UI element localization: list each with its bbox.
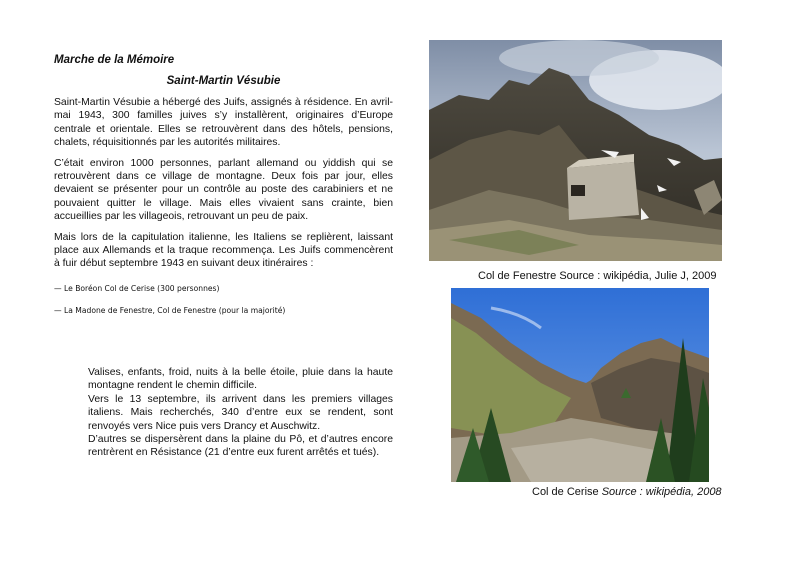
indented-paragraph-2: Vers le 13 septembre, ils arrivent dans les premiers villages italiens. Mais recherchés, 340 d’entre eux se rendent, sont renvoyés vers Nice puis vers Drancy et Auschwitz. (88, 393, 393, 432)
indented-paragraph-3: D’autres se dispersèrent dans la plaine du Pô, et d’autres encore rentrèrent en Résistance (21 d’entre eux furent arrêtés et tués). (88, 434, 393, 459)
paragraph-2: C’était environ 1000 personnes, parlant allemand ou yiddish qui se retrouvèrent dans ce village de montagne. Deux fois par jour, elles devaient se présenter pour un contrôle au poste des carabiniers et ne pouvaient quitter le village. Mais elles vivaient sans crainte, bien accueillies par les villageois, retrouvant un peu de paix. (54, 157, 393, 223)
indented-block (88, 366, 393, 460)
caption-cerise-plain: Col de Cerise (532, 486, 602, 498)
mountain-valley-photo-icon (451, 288, 709, 482)
paragraph-1: Saint-Martin Vésubie a hébergé des Juifs, assignés à résidence. En avril-mai 1943, 300 familles juives s’y installèrent, originaires d’Europe centrale et orientale. Elles se retrouvèrent dans des hôtels, pensions, chalets, réquisitionnés par les autorités militaires. (54, 97, 393, 149)
doc-title: Saint-Martin Vésubie (166, 75, 281, 87)
mountain-bunker-photo-icon (429, 40, 722, 261)
doc-subtitle: Marche de la Mémoire (54, 54, 175, 66)
route-item-1: — Le Boréon Col de Cerise (300 personnes) (54, 283, 220, 293)
photo-caption-cerise (532, 486, 722, 498)
photo-caption-fenestre: Col de Fenestre Source : wikipédia, Julie J, 2009 (478, 270, 717, 282)
paragraph-3: Mais lors de la capitulation italienne, les Italiens se replièrent, laissant place aux Allemands et la traque recommença. Les Juifs commencèrent à fuir début septembre 1943 en suivant deux itinéraires : (54, 231, 393, 270)
indented-paragraph-1: Valises, enfants, froid, nuits à la belle étoile, pluie dans la haute montagne rendent le chemin difficile. (88, 367, 393, 392)
caption-cerise-source: Source : wikipédia, 2008 (601, 486, 722, 498)
route-item-2: — La Madone de Fenestre, Col de Fenestre (pour la majorité) (54, 305, 286, 315)
photo-col-de-fenestre (429, 40, 722, 261)
text-column (54, 54, 393, 327)
photo-col-de-cerise (451, 288, 709, 482)
